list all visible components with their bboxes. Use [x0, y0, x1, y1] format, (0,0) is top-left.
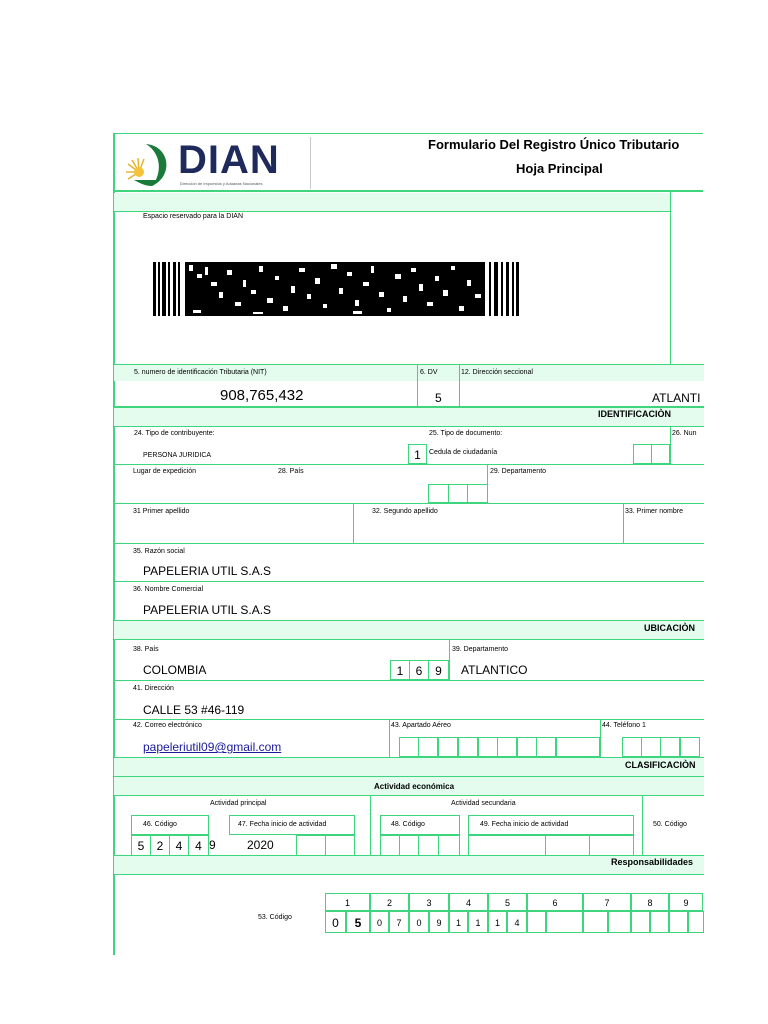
seccional-label: 12. Dirección seccional — [461, 369, 533, 376]
apartado-box-5[interactable] — [478, 737, 498, 757]
apartado-box-7[interactable] — [517, 737, 537, 757]
cod46-digit-5[interactable]: 9 — [209, 838, 216, 852]
nit-row-top — [114, 364, 704, 365]
depto-exp-label: 29. Departamento — [490, 468, 547, 475]
pais-exp-box-1[interactable] — [428, 484, 449, 503]
cod46-digit-3[interactable]: 4 — [169, 835, 189, 856]
apartado-tel-divider — [600, 719, 601, 757]
pais-label: 38. País — [133, 646, 159, 653]
cod48-box-1[interactable] — [380, 835, 400, 856]
ap2-label: 32. Segundo apellido — [372, 508, 438, 515]
resp-col-header-6: 6 — [527, 893, 583, 911]
row-comercial-top — [114, 581, 704, 582]
email-link[interactable]: papeleriutil09@gmail.com — [143, 740, 282, 754]
cod50-label: 50. Código — [653, 821, 687, 828]
pais-code-3[interactable]: 9 — [428, 660, 449, 680]
resp-code-cell-18[interactable] — [688, 911, 704, 933]
fecha47-value[interactable]: 2020 — [247, 838, 274, 852]
ap1-label: 31 Primer apellido — [133, 508, 190, 515]
pais-code-1[interactable]: 1 — [390, 660, 410, 680]
cod48-label: 48. Código — [391, 821, 425, 828]
resp-code-value: 1 — [455, 918, 461, 928]
tipo-contrib-value[interactable]: PERSONA JURIDICA — [143, 452, 212, 459]
resp-code-cell-8[interactable] — [468, 911, 488, 933]
logo-tagline: Dirección de Impuestos y Aduanas Nacionales — [180, 181, 263, 186]
depto-value[interactable]: ATLANTICO — [461, 663, 528, 677]
cod48-box-4[interactable] — [438, 835, 460, 856]
depto-label: 39. Departamento — [452, 646, 509, 653]
pais-exp-box-3[interactable] — [467, 484, 488, 503]
tel-box-1[interactable] — [622, 737, 642, 757]
resp-code-cell-5[interactable] — [409, 911, 429, 933]
resp-code-cell-4[interactable] — [389, 911, 409, 933]
tel-box-2[interactable] — [641, 737, 661, 757]
resp-code-value: 0 — [332, 916, 339, 930]
resp-code-value: 1 — [494, 918, 500, 928]
apartado-box-3[interactable] — [438, 737, 458, 757]
tipo-doc-label: 25. Tipo de documento: — [429, 430, 503, 437]
pais-depto-divider — [449, 640, 450, 680]
sun-emblem-icon — [122, 136, 182, 188]
row-dir-top — [114, 680, 704, 681]
resp-code-cell-12[interactable] — [546, 911, 583, 933]
apartado-box-2[interactable] — [418, 737, 438, 757]
section-responsabilidades: Responsabilidades — [611, 857, 694, 867]
resp-code-value: 0 — [376, 918, 382, 928]
fecha49-box-3[interactable] — [589, 835, 634, 856]
resp-code-cell-17[interactable] — [669, 911, 688, 933]
fecha49-box-2[interactable] — [545, 835, 590, 856]
resp-code-cell-1[interactable] — [325, 911, 346, 933]
resp-code-cell-9[interactable] — [488, 911, 507, 933]
nit-label: 5. numero de identificación Tributaria (NIT) — [134, 369, 267, 376]
header-divider — [113, 190, 703, 192]
section-clasificacion: CLASIFICACIÒN — [625, 760, 696, 770]
reserved-right-line — [670, 192, 671, 364]
ubic-band-bottom — [114, 639, 704, 640]
row-email-top — [114, 719, 704, 720]
num-doc-box-1[interactable] — [633, 444, 652, 464]
apartado-label: 43. Apartado Aéreo — [391, 722, 451, 729]
nom1-label: 33. Primer nombre — [625, 508, 683, 515]
form-subtitle: Hoja Principal — [516, 161, 603, 176]
resp-code-cell-10[interactable] — [507, 911, 527, 933]
resp-code-value: 1 — [475, 918, 481, 928]
resp-code-cell-11[interactable] — [527, 911, 546, 933]
resp-col-header-4: 4 — [449, 893, 488, 911]
ubic-band — [114, 621, 704, 639]
principal-label: Actividad principal — [210, 800, 267, 807]
tel-box-3[interactable] — [660, 737, 680, 757]
pais-exp-box-2[interactable] — [448, 484, 468, 503]
cod48-box-3[interactable] — [418, 835, 439, 856]
frame-left-border — [113, 133, 115, 955]
reserved-band — [114, 193, 670, 211]
dv-value[interactable]: 5 — [435, 391, 442, 405]
logo-separator — [310, 137, 311, 189]
tel-label: 44. Teléfono 1 — [602, 722, 646, 729]
resp-code-value: 5 — [354, 916, 362, 930]
actividad-title: Actividad económica — [374, 782, 455, 791]
section-ubicacion: UBICACIÒN — [644, 623, 695, 633]
resp-code-cell-3[interactable] — [370, 911, 389, 933]
actividad-band-bottom — [114, 795, 704, 796]
resp-code-cell-15[interactable] — [631, 911, 650, 933]
dir-value[interactable]: CALLE 53 #46-119 — [143, 703, 245, 717]
nit-dv-divider — [417, 364, 418, 408]
num-doc-label: 26. Nun — [672, 430, 697, 437]
nit-value[interactable]: 908,765,432 — [220, 387, 304, 404]
razon-value[interactable]: PAPELERIA UTIL S.A.S — [143, 564, 272, 578]
tipo-doc-code[interactable]: 1 — [408, 444, 427, 464]
resp-code-value: 4 — [514, 918, 520, 928]
codigo53-label: 53. Código — [258, 914, 292, 921]
row-lugar-top — [114, 464, 704, 465]
seccional-value[interactable]: ATLANTI — [652, 391, 701, 405]
reserved-label: Espacio reservado para la DIAN — [143, 213, 243, 220]
ap1-ap2-divider — [353, 503, 354, 543]
secundaria-cod50-divider — [642, 795, 643, 856]
ap2-nom1-divider — [623, 503, 624, 543]
fecha49-label: 49. Fecha inicio de actividad — [480, 821, 569, 828]
ident-band-bottom — [114, 426, 704, 427]
row-apellidos-top — [114, 503, 704, 504]
resp-code-value: 0 — [416, 918, 422, 928]
dv-label: 6. DV — [420, 369, 438, 376]
lugar-label: Lugar de expedición — [133, 468, 197, 475]
cod46-digit-2[interactable]: 2 — [150, 835, 170, 856]
tel-box-4[interactable] — [680, 737, 700, 757]
email-label: 42. Correo electrónico — [133, 722, 202, 729]
cod48-box-2[interactable] — [399, 835, 419, 856]
pais-code-2[interactable]: 6 — [409, 660, 429, 680]
dv-seccional-divider — [459, 364, 460, 408]
apartado-box-9[interactable] — [556, 737, 600, 757]
fecha49-box-1[interactable] — [468, 835, 546, 856]
resp-code-cell-2[interactable] — [346, 911, 370, 933]
secundaria-label: Actividad secundaria — [451, 800, 516, 807]
resp-code-value: 7 — [396, 918, 402, 928]
resp-code-cell-13[interactable] — [583, 911, 608, 933]
razon-label: 35. Razón social — [133, 548, 185, 555]
comercial-label: 36. Nombre Comercial — [133, 586, 204, 593]
resp-col-header-8: 8 — [631, 893, 669, 911]
apartado-box-8[interactable] — [536, 737, 556, 757]
reserved-line — [114, 211, 670, 212]
cod46-digit-4[interactable]: 4 — [188, 835, 209, 856]
resp-col-header-2: 2 — [370, 893, 409, 911]
fecha47-box-3[interactable] — [325, 835, 355, 856]
resp-col-header-5: 5 — [488, 893, 527, 911]
resp-col-header-9: 9 — [669, 893, 703, 911]
tipo-contrib-label: 24. Tipo de contribuyente: — [134, 430, 215, 437]
resp-code-cell-6[interactable] — [429, 911, 449, 933]
fecha47-label: 47. Fecha inicio de actividad — [238, 821, 327, 828]
resp-col-header-3: 3 — [409, 893, 449, 911]
pais-value[interactable]: COLOMBIA — [143, 663, 207, 677]
email-apartado-divider — [389, 719, 390, 757]
fecha47-box-2[interactable] — [296, 835, 326, 856]
frame-top-border — [113, 133, 703, 134]
resp-code-cell-7[interactable] — [449, 911, 468, 933]
cod46-label: 46. Código — [143, 821, 177, 828]
dian-logo — [122, 136, 310, 188]
section-identificacion: IDENTIFICACIÒN — [598, 409, 671, 419]
clasif-band — [114, 758, 704, 776]
resp-code-value: 9 — [436, 918, 442, 928]
resp-col-header-1: 1 — [325, 893, 370, 911]
barcode — [153, 262, 519, 316]
comercial-value[interactable]: PAPELERIA UTIL S.A.S — [143, 603, 272, 617]
resp-code-cell-14[interactable] — [608, 911, 631, 933]
row-razon-top — [114, 543, 704, 544]
form-title: Formulario Del Registro Único Tributario — [428, 137, 680, 152]
pais-exp-label: 28. País — [278, 468, 304, 475]
apartado-box-4[interactable] — [458, 737, 478, 757]
principal-secundaria-divider — [370, 795, 371, 856]
num-doc-box-2[interactable] — [651, 444, 670, 464]
resp-code-cell-16[interactable] — [650, 911, 669, 933]
resp-col-header-7: 7 — [583, 893, 631, 911]
apartado-box-1[interactable] — [399, 737, 419, 757]
tipo-doc-value[interactable]: Cedula de ciudadanía — [429, 449, 498, 456]
cod46-digit-1[interactable]: 5 — [131, 835, 151, 856]
num-doc-divider — [670, 427, 671, 465]
dir-label: 41. Dirección — [133, 685, 174, 692]
apartado-box-6[interactable] — [497, 737, 517, 757]
logo-wordmark: DIAN — [178, 138, 280, 182]
resp-band-bottom — [114, 874, 704, 875]
